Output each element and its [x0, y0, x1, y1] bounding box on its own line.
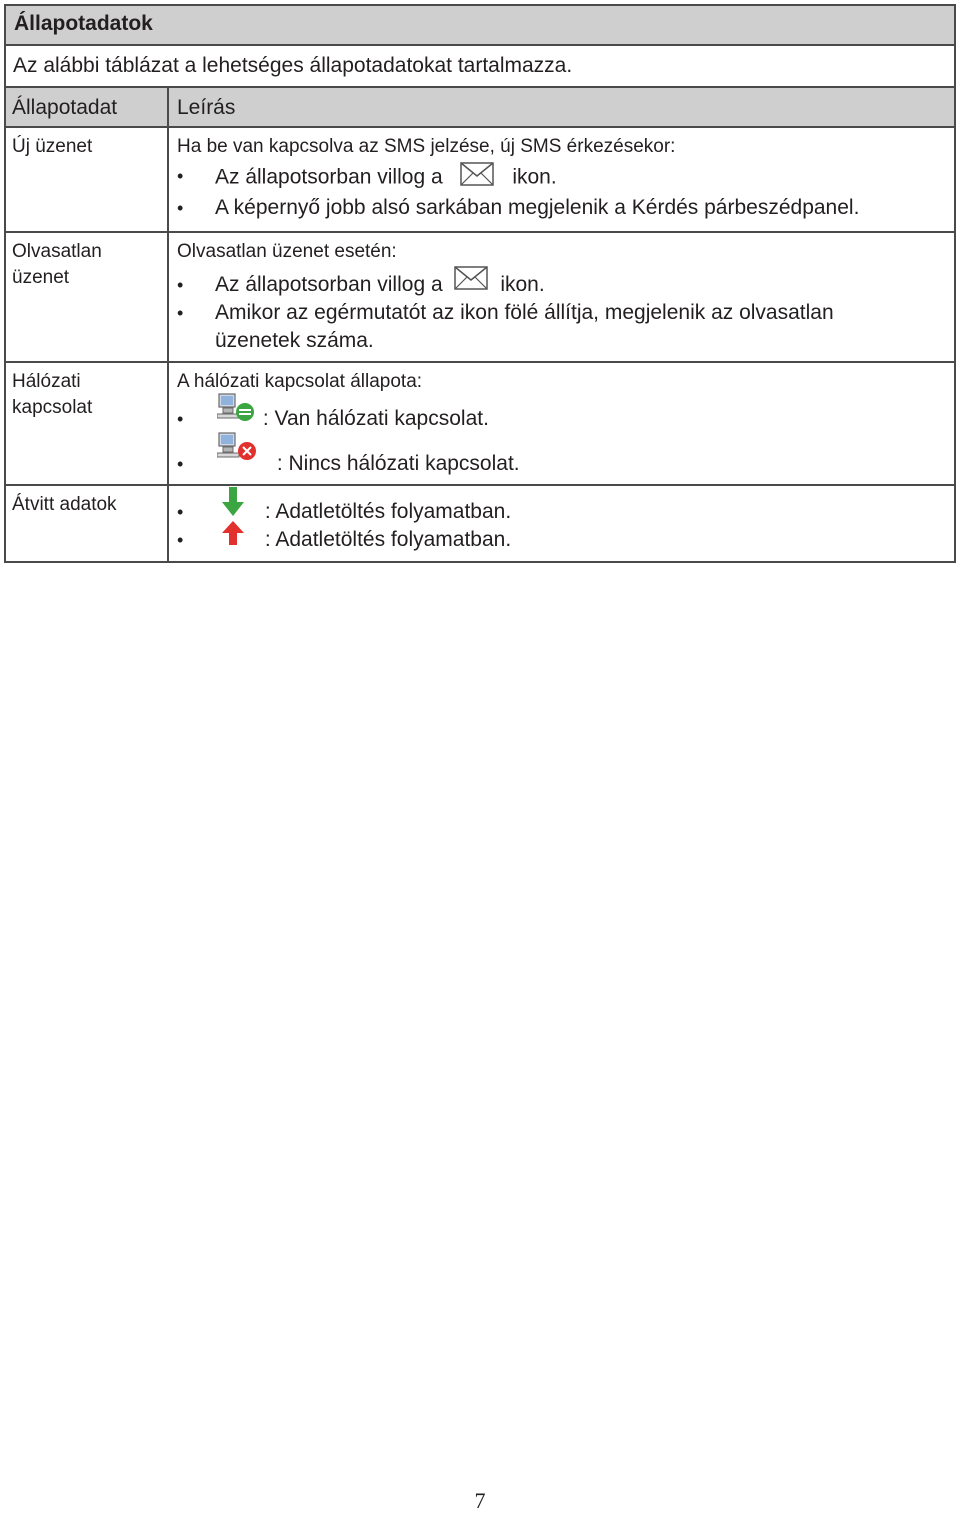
- list-item: [177, 194, 954, 222]
- page-number: 7: [474, 1488, 486, 1513]
- status-name: [6, 363, 169, 484]
- table-row-new-message: [6, 126, 954, 231]
- status-table: [4, 4, 956, 563]
- bullet-text: üzenetek száma.: [215, 329, 374, 352]
- download-arrow-icon: [221, 487, 245, 525]
- status-description: [169, 363, 954, 484]
- status-name-line: Hálózati: [12, 371, 81, 392]
- description-lead: Olvasatlan üzenet esetén:: [177, 241, 397, 262]
- list-item: [177, 399, 954, 439]
- status-description: [169, 486, 954, 561]
- status-name-line: kapcsolat: [12, 397, 93, 418]
- network-disconnected-icon: [217, 431, 261, 482]
- column-header-row: [6, 86, 954, 126]
- column-header-status: Állapotadat: [6, 88, 169, 126]
- status-name: [6, 233, 169, 361]
- list-item: [177, 439, 954, 483]
- bullet-text: : Adatletöltés folyamatban.: [264, 500, 512, 523]
- column-header-description: Leírás: [177, 96, 236, 119]
- bullet-text: : Van hálózati kapcsolat.: [262, 407, 489, 430]
- table-title: Állapotadatok: [6, 6, 954, 44]
- bullet-text: ikon.: [512, 165, 557, 189]
- bullet-text: A képernyő jobb alsó sarkában megjelenik a Kérdés párbeszédpanel.: [215, 196, 860, 219]
- list-item: [177, 498, 954, 526]
- table-intro: Az alábbi táblázat a lehetséges állapotadatokat tartalmazza.: [6, 44, 954, 86]
- status-description: [169, 128, 954, 231]
- list-item: [177, 299, 954, 355]
- bullet-text: ikon.: [500, 273, 545, 296]
- list-item: [177, 526, 954, 554]
- bullet-text: • Amikor az egérmutatót az ikon fölé állítja, megjelenik az olvasatlan: [215, 301, 834, 324]
- table-row-unread-message: [6, 231, 954, 361]
- table-row-network: [6, 361, 954, 484]
- bullet-text: Az állapotsorban villog a: [215, 165, 443, 189]
- status-name-line: üzenet: [12, 267, 70, 288]
- description-lead: A hálózati kapcsolat állapota:: [177, 371, 423, 392]
- status-name: Átvitt adatok: [6, 486, 169, 561]
- bullet-text: Az állapotsorban villog a: [215, 273, 443, 296]
- envelope-icon: [454, 266, 488, 298]
- description-lead: Ha be van kapcsolva az SMS jelzése, új SMS érkezésekor:: [177, 136, 676, 157]
- upload-arrow-icon: [221, 521, 245, 553]
- bullet-text: : Adatletöltés folyamatban.: [264, 528, 512, 551]
- status-name: Új üzenet: [6, 128, 169, 231]
- table-row-transfer: [6, 484, 954, 561]
- envelope-icon: [460, 162, 494, 194]
- bullet-text: : Nincs hálózati kapcsolat.: [276, 452, 520, 475]
- status-description: [169, 233, 954, 361]
- status-name-line: Olvasatlan: [12, 241, 102, 262]
- list-item: [177, 271, 954, 299]
- list-item: [177, 162, 954, 194]
